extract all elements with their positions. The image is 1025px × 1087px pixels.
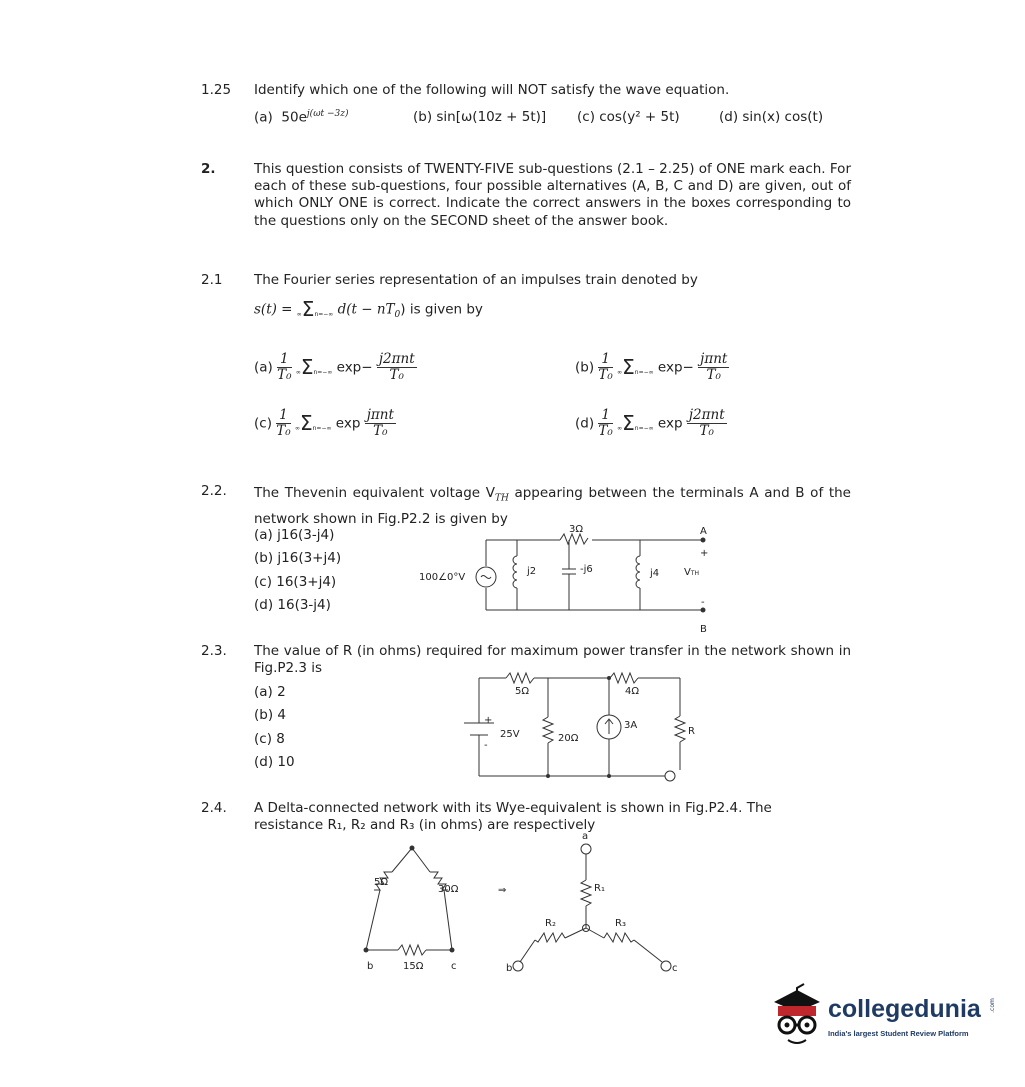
terminal-b xyxy=(513,961,523,971)
option-c: (c) $\frac{1}{\text{T₀}}$ ∞Σn=−∞ exp $\frac{\text{jπnt}}{\text{T₀}}$ xyxy=(254,407,394,439)
inductor-label: j2 xyxy=(527,566,537,577)
r1-label: R₁ xyxy=(594,883,605,894)
formula: s(t) = ∞Σn=−∞ $d(t - nT_0)$ is given by xyxy=(254,297,483,321)
option-b: (b) j16(3+j4) xyxy=(254,550,342,566)
capacitor-label: -j6 xyxy=(580,564,593,575)
minus-sign: - xyxy=(484,740,488,751)
option-d: (d) 16(3-j4) xyxy=(254,597,331,613)
plus-sign: + xyxy=(700,548,709,559)
source-label: 25V xyxy=(500,729,520,740)
resistor-label: 4Ω xyxy=(625,686,640,697)
section-number: 2. xyxy=(201,161,216,177)
minus-sign: - xyxy=(701,597,705,608)
option-a: (a) $\frac{1}{\text{T₀}}$ ∞Σn=−∞ exp− $\frac{\text{j2πnt}}{\text{T₀}}$ xyxy=(254,351,415,383)
logo-tagline: India's largest Student Review Platform xyxy=(828,1029,969,1038)
question-text: A Delta-connected network with its Wye-equivalent is shown in Fig.P2.4. The xyxy=(254,800,772,816)
section-instructions: This question consists of TWENTY-FIVE sub-questions (2.1 – 2.25) of ONE mark each. For each of these sub-questions, four possible alternatives (A, B, C and D) are given, out of which ONLY ONE is correct. Indicate the correct answers in the boxes corresponding to the questions only on the SECOND sheet of the answer book. xyxy=(254,161,851,229)
logo-suffix: .com xyxy=(988,998,996,1013)
question-text: The Thevenin equivalent voltage $V_{TH}$ appearing between the terminals A and B of the network shown in Fig.P2.2 is given by xyxy=(254,485,851,527)
question-number: 2.3. xyxy=(201,643,227,659)
node-c-label: c xyxy=(451,961,457,972)
option-b: (b) $\frac{1}{\text{T₀}}$ ∞Σn=−∞ exp− $\frac{\text{jπnt}}{\text{T₀}}$ xyxy=(575,351,728,383)
option-d: (d) $\frac{1}{\text{T₀}}$ ∞Σn=−∞ exp $\frac{\text{j2πnt}}{\text{T₀}}$ xyxy=(575,407,725,439)
plus-sign: + xyxy=(484,715,493,726)
option-b: (b) sin[ω(10z + 5t)] xyxy=(413,109,547,125)
option-d: (d) sin(x) cos(t) xyxy=(719,109,824,125)
question-number: 2.4. xyxy=(201,800,227,816)
question-number: 2.1 xyxy=(201,272,223,288)
inductor-label: j4 xyxy=(650,568,660,579)
option-d: (d) 10 xyxy=(254,754,295,770)
terminal-a-label: A xyxy=(700,526,707,537)
terminal-c-label: c xyxy=(672,963,678,974)
option-c: (c) 16(3+j4) xyxy=(254,574,337,590)
current-source-label: 3A xyxy=(624,720,638,731)
node-b-label: b xyxy=(367,961,374,972)
resistor-label: 15Ω xyxy=(403,961,424,972)
source-label: 100∠0°V xyxy=(419,572,466,583)
collegedunia-mascot-icon xyxy=(766,980,828,1050)
question-text: The Fourier series representation of an impulses train denoted by xyxy=(254,272,698,288)
collegedunia-logo-text: collegedunia xyxy=(828,995,981,1023)
r2-label: R₂ xyxy=(545,918,556,929)
resistor-label: 30Ω xyxy=(438,884,459,895)
resistor-label: 20Ω xyxy=(558,733,579,744)
question-text: Identify which one of the following will NOT satisfy the wave equation. xyxy=(254,82,730,98)
resistor-label: 3Ω xyxy=(569,524,584,535)
node-c xyxy=(450,948,455,953)
question-text-cont: resistance R₁, R₂ and R₃ (in ohms) are respectively xyxy=(254,817,596,833)
terminal-a-label: a xyxy=(582,831,589,842)
question-text: The value of R (in ohms) required for maximum power transfer in the network shown in Fig.P2.3 is xyxy=(254,643,851,677)
resistor-label: 5Ω xyxy=(515,686,530,697)
option-c: (c) cos(y² + 5t) xyxy=(577,109,680,125)
question-number: 1.25 xyxy=(201,82,232,98)
terminal-c xyxy=(661,961,671,971)
terminal-b-label: B xyxy=(700,624,707,635)
option-b: (b) 4 xyxy=(254,707,286,723)
terminal-a xyxy=(581,844,591,854)
node-a xyxy=(410,846,415,851)
option-a: (a) $50e^{j(\omega t -3z)}$ xyxy=(254,109,349,126)
resistor-label: 5Ω xyxy=(374,877,389,888)
option-a: (a) 2 xyxy=(254,684,286,700)
equivalence-arrow: ⇒ xyxy=(498,885,507,896)
node-b xyxy=(364,948,369,953)
terminal-b-label: b xyxy=(506,963,513,974)
r3-label: R₃ xyxy=(615,918,626,929)
question-number: 2.2. xyxy=(201,483,227,499)
vth-label: VTH xyxy=(684,567,700,578)
load-label: R xyxy=(688,726,695,737)
option-c: (c) 8 xyxy=(254,731,285,747)
option-a: (a) j16(3-j4) xyxy=(254,527,335,543)
